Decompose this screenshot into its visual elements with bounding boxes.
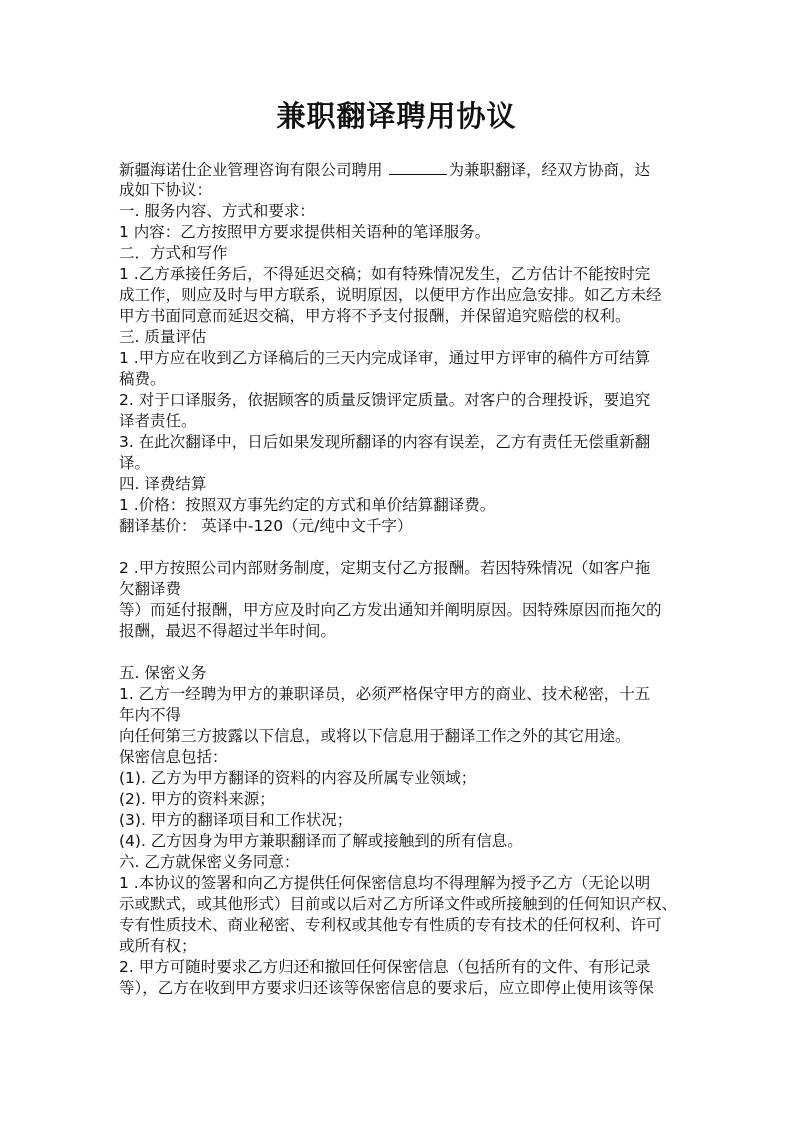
document-line: (4). 乙方因身为甲方兼职翻译而了解或接触到的所有信息。 <box>119 832 523 850</box>
document-line: 报酬，最迟不得超过半年时间。 <box>119 622 337 640</box>
document-title: 兼职翻译聘用协议 <box>276 99 517 133</box>
document-line: 示或默式，或其他形式）目前或以后对乙方所译文件或所接触到的任何知识产权、 <box>119 895 678 913</box>
document-line: 向任何第三方披露以下信息，或将以下信息用于翻译工作之外的其它用途。 <box>119 727 631 745</box>
document-line: 1 .本协议的签署和向乙方提供任何保密信息均不得理解为授予乙方（无论以明 <box>119 874 651 892</box>
document-body <box>119 159 679 999</box>
document-line: 稿费。 <box>119 370 166 388</box>
line-text-start: 新疆海诺仕企业管理咨询有限公司聘用 <box>119 161 383 179</box>
document-line: 二．方式和写作 <box>119 244 228 262</box>
document-line: 成工作，则应及时与甲方联系，说明原因，以便甲方作出应急安排。如乙方未经 <box>119 286 662 304</box>
document-line: 等）而延付报酬，甲方应及时向乙方发出通知并阐明原因。因特殊原因而拖欠的 <box>119 601 662 619</box>
document-line: 2. 对于口译服务，依据顾客的质量反馈评定质量。对客户的合理投诉，要追究 <box>119 391 651 409</box>
document-line: 1 内容：乙方按照甲方要求提供相关语种的笔译服务。 <box>119 223 491 241</box>
document-line: (3). 甲方的翻译项目和工作状况； <box>119 811 353 829</box>
document-line: 成如下协议： <box>119 181 213 199</box>
document-line: 译者责任。 <box>119 412 197 430</box>
name-blank-field <box>389 159 447 175</box>
document-line: 3. 在此次翻译中，日后如果发现所翻译的内容有误差，乙方有责任无偿重新翻 <box>119 433 651 451</box>
document-line: 四. 译费结算 <box>119 475 207 493</box>
document-line: (2). 甲方的资料来源； <box>119 790 275 808</box>
document-line: 五. 保密义务 <box>119 664 207 682</box>
document-line: 1 .乙方承接任务后，不得延迟交稿；如有特殊情况发生，乙方估计不能按时完 <box>119 265 651 283</box>
document-line: 欠翻译费 <box>119 580 182 598</box>
blank-line <box>119 642 679 663</box>
document-line: 1 .甲方应在收到乙方译稿后的三天内完成译审，通过甲方评审的稿件方可结算 <box>119 349 651 367</box>
document-line: 三. 质量评估 <box>119 328 207 346</box>
document-line: 一. 服务内容、方式和要求： <box>119 202 315 220</box>
document-line: 保密信息包括： <box>119 748 228 766</box>
document-line: 译。 <box>119 454 151 472</box>
document-line: (1). 乙方为甲方翻译的资料的内容及所属专业领域； <box>119 769 477 787</box>
document-line: 等），乙方在收到甲方要求归还该等保密信息的要求后，应立即停止使用该等保 <box>119 979 654 997</box>
document-line: 2 .甲方按照公司内部财务制度，定期支付乙方报酬。若因特殊情况（如客户拖 <box>119 559 651 577</box>
blank-line <box>119 537 679 558</box>
document-line: 甲方书面同意而延迟交稿，甲方将不予支付报酬，并保留追究赔偿的权利。 <box>119 307 631 325</box>
document-line: 1. 乙方一经聘为甲方的兼职译员，必须严格保守甲方的商业、技术秘密，十五 <box>119 685 651 703</box>
document-line: 年内不得 <box>119 706 182 724</box>
document-line: 专有性质技术、商业秘密、专利权或其他专有性质的专有技术的任何权利、许可 <box>119 916 662 934</box>
document-line: 六. 乙方就保密义务同意： <box>119 853 300 871</box>
document-line: 翻译基价： 英译中-120（元/纯中文千字） <box>119 517 413 535</box>
document-line: 1 .价格：按照双方事先约定的方式和单价结算翻译费。 <box>119 496 496 514</box>
line-text-end: 为兼职翻译，经双方协商，达 <box>448 161 651 179</box>
document-line <box>119 159 679 180</box>
document-line: 或所有权； <box>119 937 197 955</box>
document-line: 2. 甲方可随时要求乙方归还和撤回任何保密信息（包括所有的文件、有形记录 <box>119 958 651 976</box>
